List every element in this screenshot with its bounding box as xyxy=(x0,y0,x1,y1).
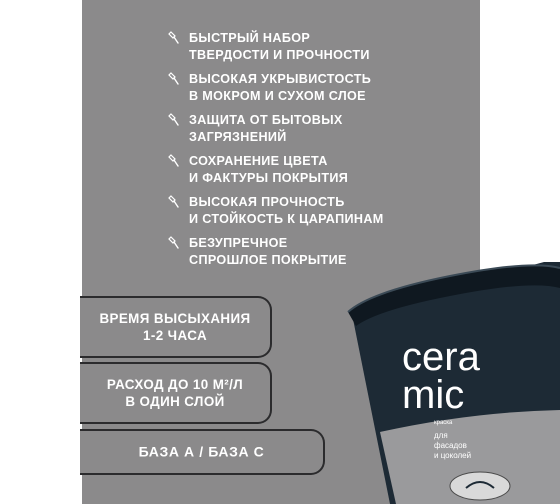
drying-time-card xyxy=(80,296,272,358)
feature-item xyxy=(106,30,406,71)
feature-text xyxy=(189,153,348,187)
feature-line-2: ЗАГРЯЗНЕНИЙ xyxy=(189,130,287,144)
feature-list xyxy=(106,30,406,276)
feature-line-2: И ФАКТУРЫ ПОКРЫТИЯ xyxy=(189,171,349,185)
feature-text xyxy=(189,194,384,228)
feature-line-2: И СТОЙКОСТЬ К ЦАРАПИНАМ xyxy=(189,212,384,226)
feature-item xyxy=(106,112,406,153)
feature-text xyxy=(189,30,370,64)
can-purpose-line-3: и цоколей xyxy=(434,451,472,460)
can-brand-line-1: cera xyxy=(402,335,480,379)
feature-line-1: ЗАЩИТА ОТ БЫТОВЫХ xyxy=(189,113,343,127)
brush-icon xyxy=(168,236,180,250)
feature-text xyxy=(189,71,371,105)
feature-item xyxy=(106,194,406,235)
feature-line-1: ВЫСОКАЯ УКРЫВИСТОСТЬ xyxy=(189,72,372,86)
drying-time-value: 1-2 ЧАСА xyxy=(142,328,208,343)
base-card xyxy=(80,429,325,475)
brush-icon xyxy=(168,195,180,209)
base-label: БАЗА А / БАЗА С xyxy=(138,443,265,460)
brush-icon xyxy=(168,154,180,168)
feature-item xyxy=(106,71,406,112)
brush-icon xyxy=(168,72,180,86)
paint-can-image xyxy=(330,262,560,504)
drying-time-label: ВРЕМЯ ВЫСЫХАНИЯ xyxy=(99,311,251,326)
consumption-value: В ОДИН СЛОЙ xyxy=(125,394,225,409)
feature-item xyxy=(106,153,406,194)
feature-line-2: В МОКРОМ И СУХОМ СЛОЕ xyxy=(189,89,366,103)
brush-icon xyxy=(168,113,180,127)
feature-line-2: ТВЕРДОСТИ И ПРОЧНОСТИ xyxy=(189,48,370,62)
can-product-type: краска xyxy=(434,420,453,426)
consumption-label: РАСХОД ДО 10 М²/Л xyxy=(106,377,244,392)
feature-line-1: СОХРАНЕНИЕ ЦВЕТА xyxy=(189,154,328,168)
can-brand-line-2: mic xyxy=(402,373,465,417)
consumption-card xyxy=(80,362,272,424)
feature-text xyxy=(189,112,343,146)
feature-line-2: СПРОШЛОЕ ПОКРЫТИЕ xyxy=(189,253,347,267)
brush-icon xyxy=(168,31,180,45)
can-purpose-line-2: фасадов xyxy=(434,441,467,450)
feature-line-1: ВЫСОКАЯ ПРОЧНОСТЬ xyxy=(189,195,345,209)
feature-line-1: БЫСТРЫЙ НАБОР xyxy=(189,31,311,45)
feature-text xyxy=(189,235,347,269)
can-purpose-line-1: для xyxy=(434,431,448,440)
feature-line-1: БЕЗУПРЕЧНОЕ xyxy=(189,236,288,250)
